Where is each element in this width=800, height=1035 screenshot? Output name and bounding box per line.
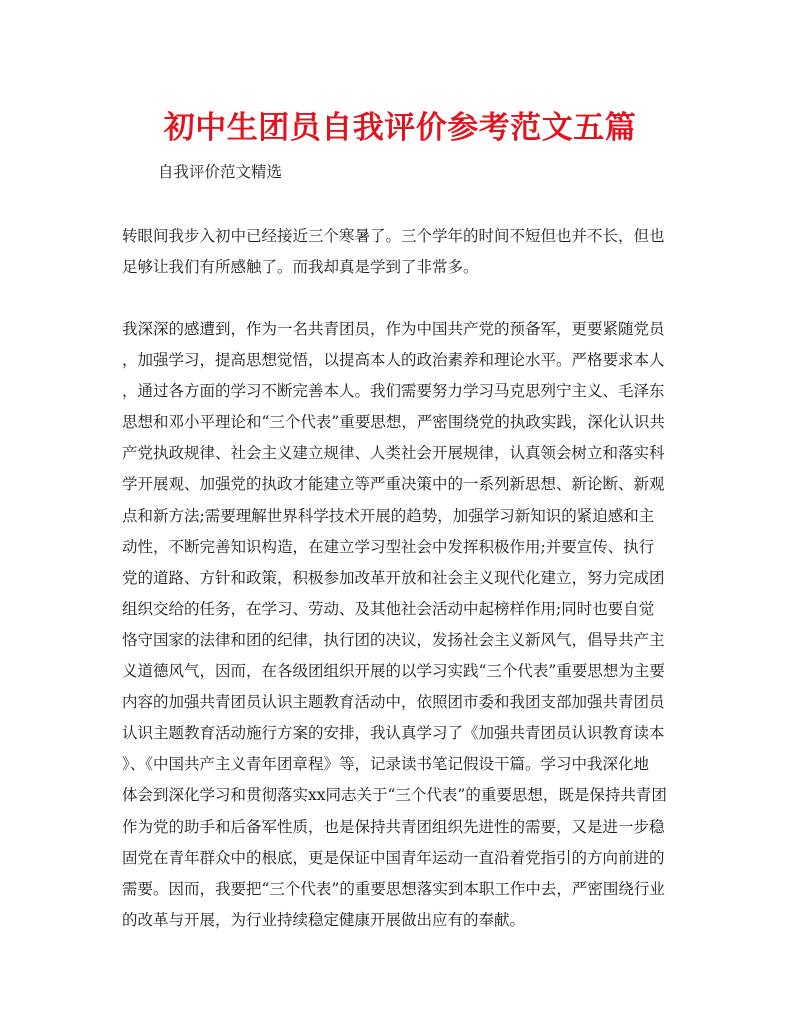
paragraph-line: 动性，不断完善知识构造，在建立学习型社会中发挥积极作用;并要宣传、执行	[122, 537, 655, 556]
paragraph-line: ，通过各方面的学习不断完善本人。我们需要努力学习马克思列宁主义、毛泽东	[122, 382, 665, 401]
paragraph-line: 组织交给的任务，在学习、劳动、及其他社会活动中起榜样作用;同时也要自觉	[122, 599, 655, 618]
page-subtitle: 自我评价范文精选	[158, 163, 283, 181]
paragraph-line: ，加强学习，提高思想觉悟，以提高本人的政治素养和理论水平。严格要求本人	[122, 351, 665, 370]
paragraph-line: 党的道路、方针和政策，积极参加改革开放和社会主义现代化建立，努力完成团	[122, 568, 665, 587]
paragraph-line: 思想和邓小平理论和“三个代表”重要思想，严密围绕党的执政实践，深化认识共	[122, 413, 665, 432]
paragraph-line: 义道德风气，因而，在各级团组织开展的以学习实践“三个代表”重要思想为主要	[122, 662, 665, 681]
paragraph-line: 体会到深化学习和贯彻落实xx同志关于“三个代表”的重要思想，既是保持共青团	[122, 786, 667, 805]
paragraph-line: 固党在青年群众中的根底，更是保证中国青年运动一直沿着党指引的方向前进的	[122, 848, 665, 867]
paragraph-1	[122, 221, 682, 283]
paragraph-line: 内容的加强共青团员认识主题教育活动中，依照团市委和我团支部加强共青团员	[122, 693, 665, 712]
paragraph-line: 需要。因而，我要把“三个代表”的重要思想落实到本职工作中去，严密围绕行业	[122, 879, 665, 898]
paragraph-line: 作为党的助手和后备军性质，也是保持共青团组织先进性的需要，又是进一步稳	[122, 817, 665, 836]
paragraph-line: 认识主题教育活动施行方案的安排，我认真学习了《加强共青团员认识教育读本	[122, 724, 665, 743]
paragraph-line: 我深深的感遭到，作为一名共青团员，作为中国共产党的预备军，更要紧随党员	[122, 320, 665, 338]
page-title: 初中生团员自我评价参考范文五篇	[163, 110, 637, 146]
paragraph-line: 足够让我们有所感触了。而我却真是学到了非常多。	[122, 258, 479, 277]
paragraph-line: 恪守国家的法律和团的纪律，执行团的决议，发扬社会主义新风气，倡导共产主	[122, 630, 665, 649]
paragraph-line: 学开展观、加强党的执政才能建立等严重决策中的一系列新思想、新论断、新观	[122, 475, 665, 494]
paragraph-line: 》、《中国共产主义青年团章程》等，记录读书笔记假设干篇。学习中我深化地	[122, 755, 650, 774]
paragraph-2	[122, 314, 682, 936]
paragraph-line: 的改革与开展，为行业持续稳定健康开展做出应有的奉献。	[122, 910, 526, 929]
paragraph-line: 产党执政规律、社会主义建立规律、人类社会开展规律，认真领会树立和落实科	[122, 444, 665, 463]
paragraph-line: 点和新方法;需要理解世界科学技术开展的趋势，加强学习新知识的紧迫感和主	[122, 506, 655, 525]
paragraph-line: 转眼间我步入初中已经接近三个寒暑了。三个学年的时间不短但也并不长，但也	[122, 227, 665, 245]
